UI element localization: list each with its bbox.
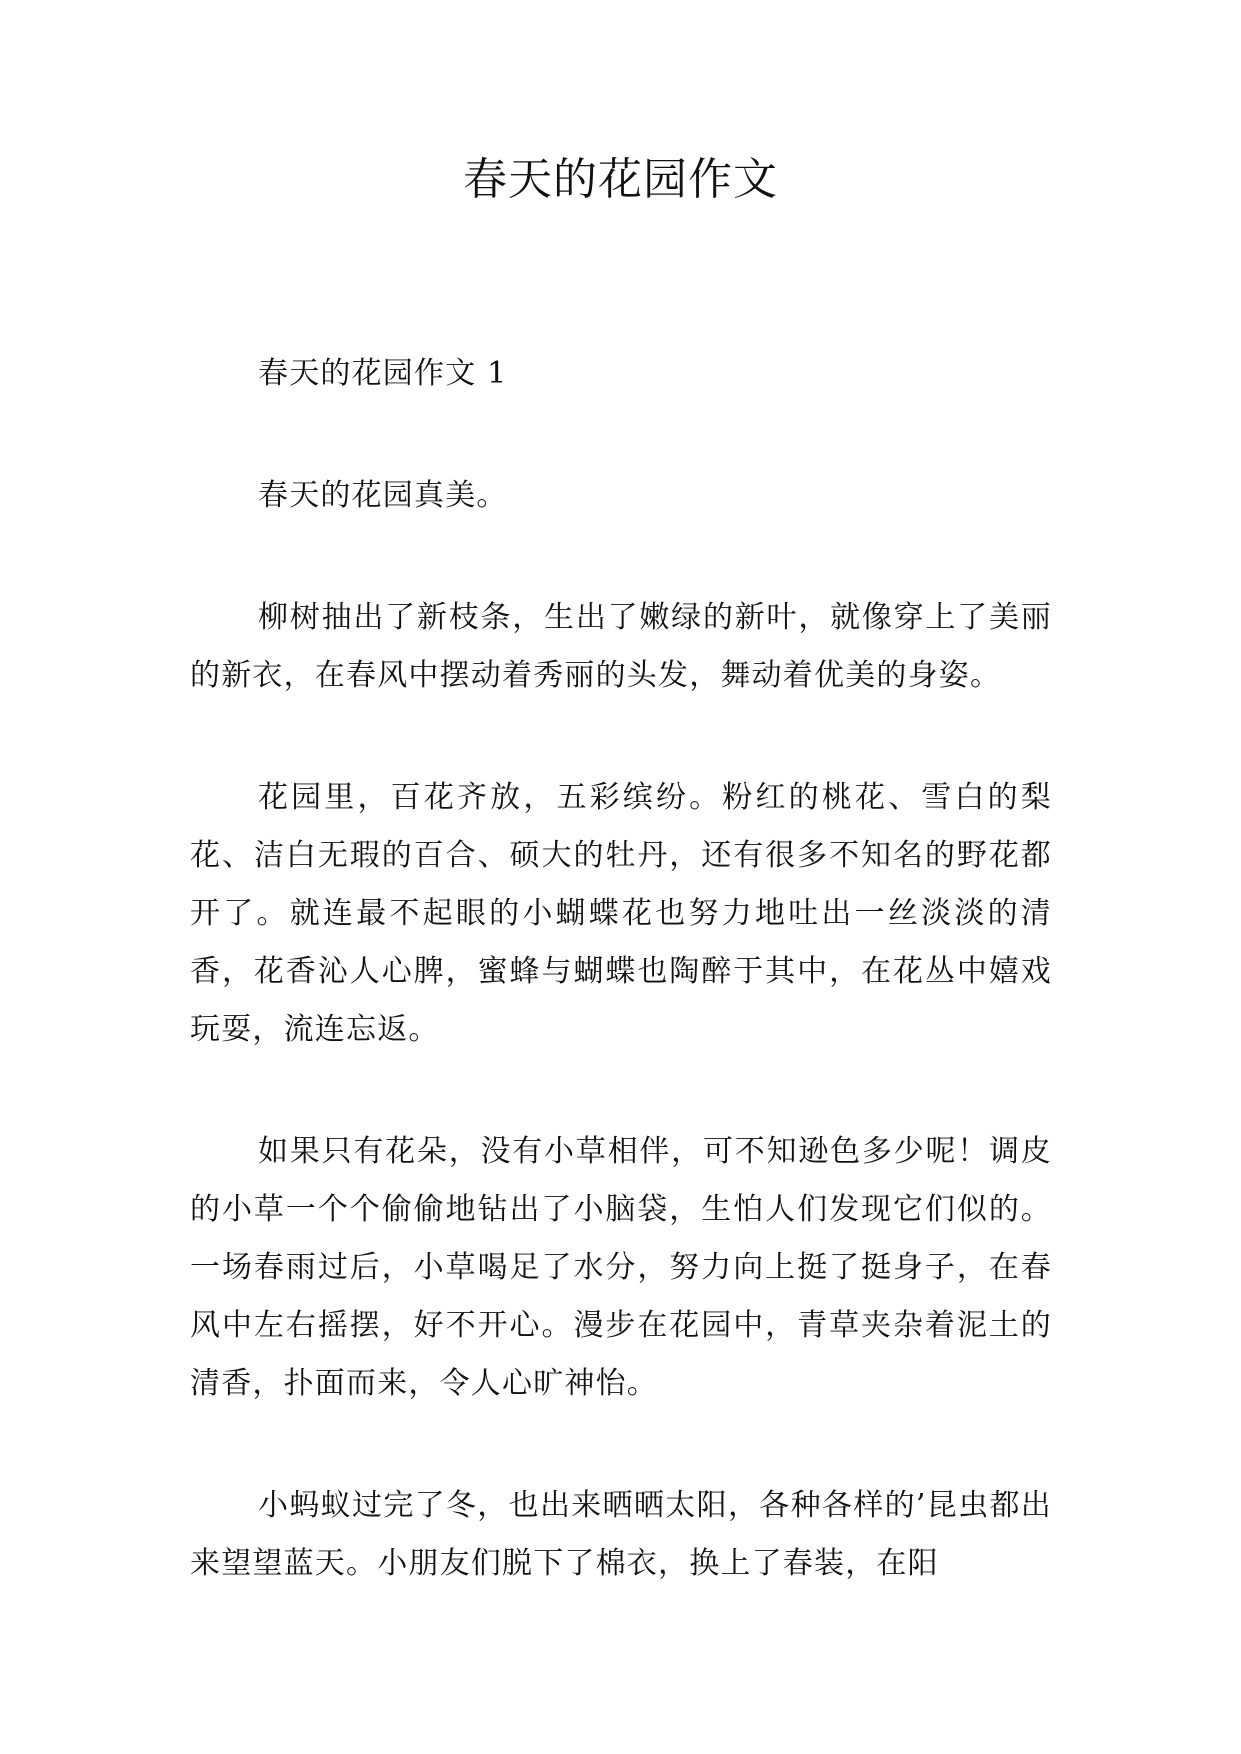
- paragraph: 小蚂蚁过完了冬，也出来晒晒太阳，各种各样的’昆虫都出来望望蓝天。小朋友们脱下了棉衣，换上了春装，在阳: [190, 1488, 1052, 1581]
- section-heading: 春天的花园作文 1: [258, 356, 508, 391]
- document-body: [190, 345, 1052, 1657]
- paragraph: 春天的花园真美。: [258, 478, 508, 513]
- paragraph: 花园里，百花齐放，五彩缤纷。粉红的桃花、雪白的梨花、洁白无瑕的百合、硕大的牡丹，还有很多不知名的野花都开了。就连最不起眼的小蝴蝶花也努力地吐出一丝淡淡的清香，花香沁人心脾，蜜蜂与蝴蝶也陶醉于其中，在花丛中嬉戏玩耍，流连忘返。: [190, 780, 1052, 1047]
- paragraph: 柳树抽出了新枝条，生出了嫩绿的新叶，就像穿上了美丽的新衣，在春风中摆动着秀丽的头发，舞动着优美的身姿。: [190, 600, 1052, 693]
- paragraph: 如果只有花朵，没有小草相伴，可不知逊色多少呢！调皮的小草一个个偷偷地钻出了小脑袋，生怕人们发现它们似的。一场春雨过后，小草喝足了水分，努力向上挺了挺身子，在春风中左右摇摆，好不开心。漫步在花园中，青草夹杂着泥土的清香，扑面而来，令人心旷神怡。: [190, 1134, 1052, 1401]
- document-title: 春天的花园作文: [463, 154, 778, 205]
